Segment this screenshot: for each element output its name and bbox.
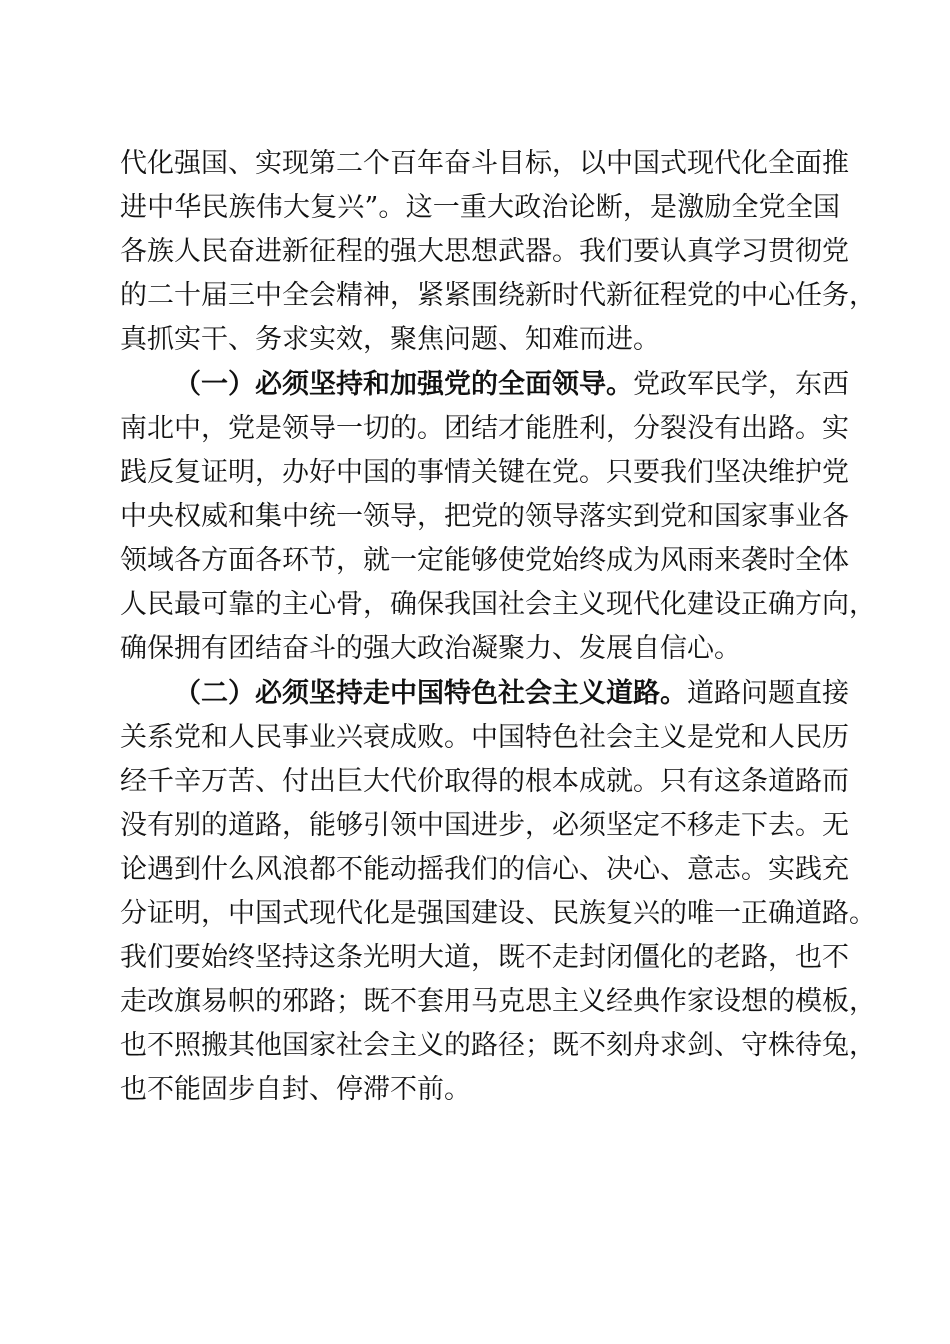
- section-text: 党政军民学，东西: [633, 369, 849, 400]
- paragraph-line: 代化强国、实现第二个百年奋斗目标，以中国式现代化全面推: [120, 148, 849, 179]
- paragraph-line: 论遇到什么风浪都不能动摇我们的信心、决心、意志。实践充: [120, 854, 849, 885]
- paragraph-line: 各族人民奋进新征程的强大思想武器。我们要认真学习贯彻党: [120, 236, 849, 267]
- paragraph-line: 没有别的道路，能够引领中国进步，必须坚定不移走下去。无: [120, 810, 849, 841]
- paragraph-line: 关系党和人民事业兴衰成败。中国特色社会主义是党和人民历: [120, 722, 849, 753]
- paragraph-line: 真抓实干、务求实效，聚焦问题、知难而进。: [120, 324, 660, 355]
- section-heading: （一）必须坚持和加强党的全面领导。: [174, 369, 633, 400]
- paragraph-line: 的二十届三中全会精神，紧紧围绕新时代新征程党的中心任务，: [120, 280, 876, 311]
- paragraph-line: 走改旗易帜的邪路；既不套用马克思主义经典作家设想的模板，: [120, 986, 876, 1017]
- paragraph-line: 我们要始终坚持这条光明大道，既不走封闭僵化的老路，也不: [120, 942, 849, 973]
- paragraph-line: 进中华民族伟大复兴”。这一重大政治论断，是激励全党全国: [120, 192, 840, 223]
- section-first-line: [174, 367, 849, 403]
- paragraph-line: 分证明，中国式现代化是强国建设、民族复兴的唯一正确道路。: [120, 898, 876, 929]
- paragraph-line: 中央权威和集中统一领导，把党的领导落实到党和国家事业各: [120, 501, 849, 532]
- paragraph-line: 践反复证明，办好中国的事情关键在党。只要我们坚决维护党: [120, 457, 849, 488]
- paragraph-line: 也不照搬其他国家社会主义的路径；既不刻舟求剑、守株待兔，: [120, 1030, 876, 1061]
- section-first-line: [174, 676, 849, 712]
- section-text: 道路问题直接: [687, 678, 849, 709]
- paragraph-line: 确保拥有团结奋斗的强大政治凝聚力、发展自信心。: [120, 633, 741, 664]
- paragraph-line: 南北中，党是领导一切的。团结才能胜利，分裂没有出路。实: [120, 413, 849, 444]
- section-heading: （二）必须坚持走中国特色社会主义道路。: [174, 678, 687, 709]
- paragraph-line: 经千辛万苦、付出巨大代价取得的根本成就。只有这条道路而: [120, 766, 849, 797]
- paragraph-line: 也不能固步自封、停滞不前。: [120, 1074, 471, 1105]
- paragraph-line: 人民最可靠的主心骨，确保我国社会主义现代化建设正确方向，: [120, 589, 876, 620]
- paragraph-line: 领域各方面各环节，就一定能够使党始终成为风雨来袭时全体: [120, 545, 849, 576]
